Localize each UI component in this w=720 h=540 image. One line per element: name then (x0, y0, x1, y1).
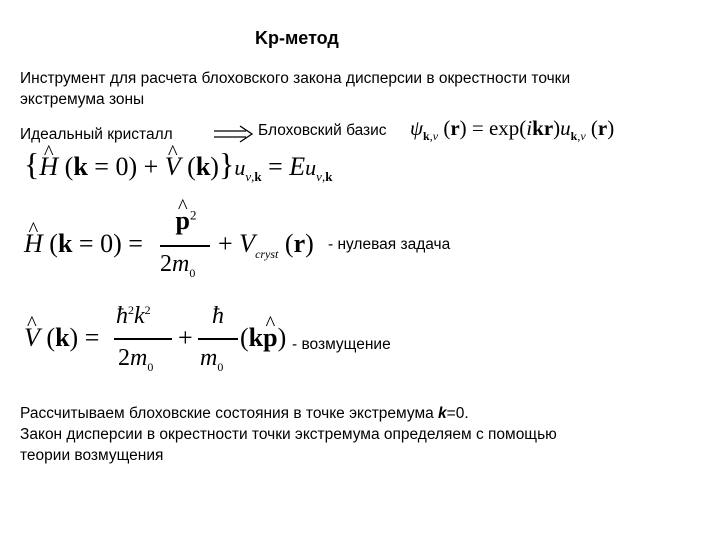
ideal-crystal-label: Идеальный кристалл (20, 126, 173, 143)
v-denominator-2: $m_0$ (200, 345, 224, 374)
bloch-basis-label: Блоховский базис (258, 122, 387, 139)
conclusion-text-1: Рассчитываем блоховские состояния в точке экстремума (20, 405, 439, 422)
v-numerator-2: ħ (212, 303, 224, 329)
fraction-bar (198, 338, 238, 340)
h0-kinetic-fraction: ^ $p^2$ (158, 208, 214, 234)
plus-sign: + (178, 323, 193, 352)
conclusion-line-3: теории возмущения (20, 447, 164, 464)
conclusion-paragraph (20, 403, 557, 466)
kp-term: (k^ p) (240, 325, 286, 351)
perturbation-label: - возмущение (292, 336, 391, 353)
h0-denominator: $2m_0$ (160, 251, 196, 280)
slide-title: Kp-метод (255, 28, 339, 48)
h0-formula-lhs: ^ H (k = 0) = (24, 231, 143, 257)
schrodinger-equation: {^ H (k = 0) + ^ V $(k)\}u_{\nu,k} = Eu_{\nu,k}$ (24, 148, 332, 183)
intro-line-2: экстремума зоны (20, 91, 145, 108)
intro-line-1: Инструмент для расчета блоховского закона дисперсии в окрестности точки (20, 70, 571, 87)
implies-arrow-icon (212, 124, 258, 144)
fraction-bar (160, 245, 210, 247)
conclusion-text-2: =0. (446, 405, 469, 422)
h0-formula-rhs: + $V_{cryst}$ (r) (218, 229, 314, 262)
conclusion-k: k (438, 405, 447, 422)
v-numerator-1: $ħ^2k^2$ (116, 303, 151, 329)
fraction-bar (114, 338, 172, 340)
conclusion-line-2: Закон дисперсии в окрестности точки экстремума определяем с помощью (20, 426, 557, 443)
zero-task-label: - нулевая задача (328, 236, 451, 253)
v-formula-lhs: ^ V (k) = (24, 325, 99, 351)
bloch-function-formula: $\psi_{k,\nu}$ $(r) = \exp(ikr)u_{k,\nu}$ (r) (410, 116, 615, 144)
conclusion-line-1 (20, 403, 557, 424)
v-denominator-1: $2m_0$ (118, 345, 154, 374)
